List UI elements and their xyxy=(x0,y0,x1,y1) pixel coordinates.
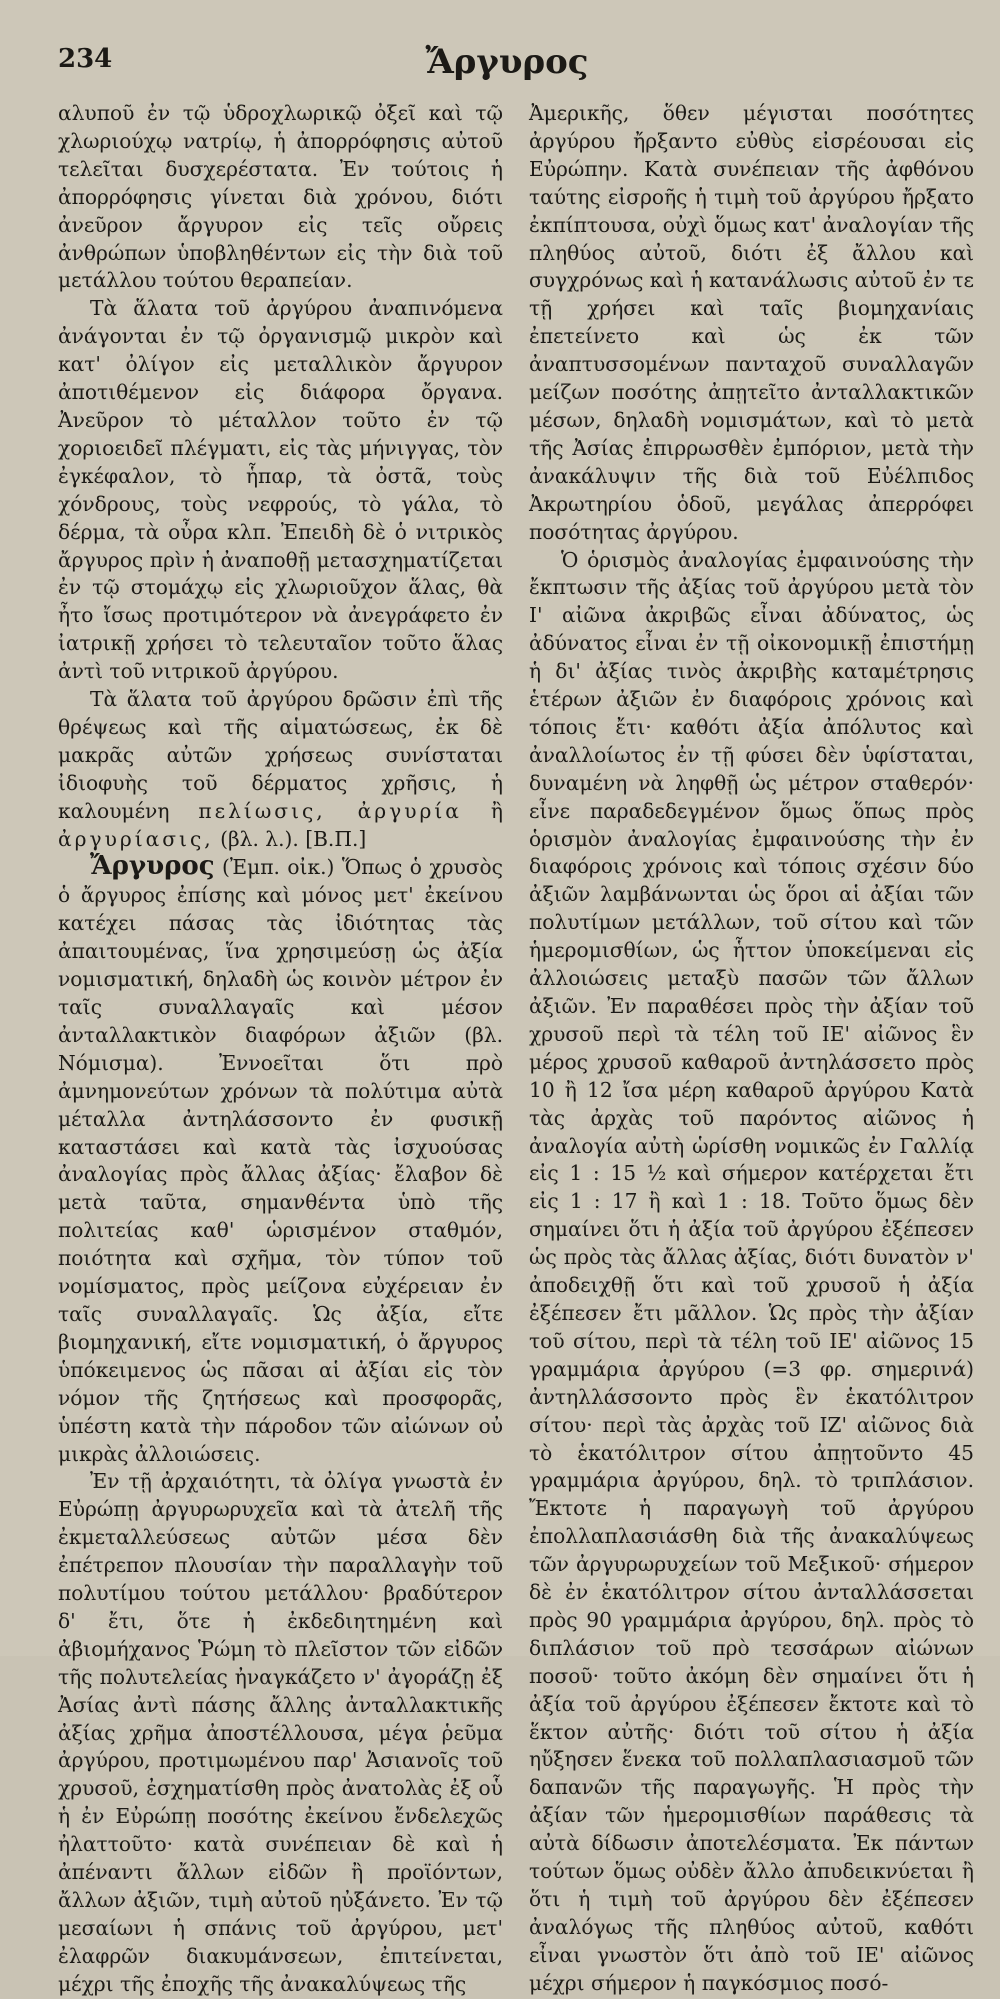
text-columns xyxy=(58,100,974,1996)
page-number: 234 xyxy=(58,44,113,74)
left-paragraph-4: Ὅπως ὁ χρυσὸς ὁ ἄργυρος ἐπίσης καὶ μόνος μετ' ἐκείνου κατέχει πάσας τὰς ἰδιότητας τὰς ἀπαιτουμένας, ἵνα χρησιμεύσῃ ὡς ἀξία νομισματική, δηλαδὴ ὡς κοινὸν μέτρον ἐν ταῖς συναλλαγαῖς καὶ μέσον ἀνταλλακτικὸν διαφόρων ἀξιῶν (βλ. Νόμισμα). Ἐννοεῖται ὅτι πρὸ ἀμνημονεύτων χρόνων τὰ πολύτιμα αὐτὰ μέταλλα ἀντηλάσσοντο ἐν φυσικῇ καταστάσει καὶ κατὰ τὰς ἰσχυούσας ἀναλογίας πρὸς ἄλλας ἀξίας· ἔλαβον δὲ μετὰ ταῦτα, σημανθέντα ὑπὸ τῆς πολιτείας καθ' ὡρισμένον σταθμόν, ποιότητα καὶ σχῆμα, τὸν τύπον τοῦ νομίσματος, πρὸς μείζονα εὐχέρειαν ἐν ταῖς συναλλαγαῖς. Ὡς ἀξία, εἴτε βιομηχανική, εἴτε νομισματική, ὁ ἄργυρος ὑπόκειμενος ὡς πᾶσαι αἱ ἀξίαι εἰς τὸν νόμον τῆς ζητήσεως καὶ προσφορᾶς, ὑπέστη κατὰ τὴν πάροδον τῶν αἰώνων οὐ μικρὰς ἀλλοιώσεις. xyxy=(58,855,503,1466)
entry-argyros xyxy=(58,853,503,1468)
page-header xyxy=(48,44,966,94)
term-argyriasis: ἀργυρίασις, xyxy=(58,826,214,851)
right-column xyxy=(529,100,974,1995)
right-paragraph-1: Ἀμερικῆς, ὅθεν μέγισται ποσότητες ἀργύρου ἤρξαντο εὐθὺς εἰσρέουσαι εἰς Εὐρώπην. Κατὰ συνέπειαν τῆς ἀφθόνου ταύτης εἰσροῆς ἡ τιμὴ τοῦ ἀργύρου ἤρξατο ἐκπίπτουσα, οὐχὶ ὅμως κατ' ἀναλογίαν τῆς πληθύος αὐτοῦ, διότι ἐξ ἄλλου καὶ συγχρόνως καὶ ἡ κατανάλωσις αὐτοῦ ἐν τε τῇ χρήσει καὶ ταῖς βιομηχανίαις ἐπετείνετο καὶ ὡς ἐκ τῶν ἀναπτυσσομένων πανταχοῦ συναλλαγῶν μείζων ποσότης ἀπῃτεῖτο ἀνταλλακτικῶν μέσων, δηλαδὴ νομισμάτων, καὶ τὸ μετὰ τῆς Ἀσίας ἐπιρρωσθὲν ἐμπόριον, μετὰ τὴν ἀνακάλυψιν τῆς διὰ τοῦ Εὐέλπιδος Ἀκρωτηρίου ὁδοῦ, μεγάλας ἀπερρόφει ποσότητας ἀργύρου. xyxy=(529,101,974,544)
left-paragraph-5: Ἐν τῇ ἀρχαιότητι, τὰ ὀλίγα γνωστὰ ἐν Εὐρώπῃ ἀργυρωρυχεῖα καὶ τὰ ἀτελῆ τῆς ἐκμεταλλεύσεως αὐτῶν μέσα δὲν ἐπέτρεπον πλουσίαν τὴν παραλλαγὴν τοῦ πολυτίμου τούτου μετάλλου· βραδύτερον δ' ἔτι, ὅτε ἡ ἐκδεδιητημένη καὶ ἀβιομήχανος Ῥώμη τὸ πλεῖστον τῶν εἰδῶν τῆς πολυτελείας ἠναγκάζετο ν' ἀγοράζῃ ἐξ Ἀσίας ἀντὶ πάσης ἄλλης ἀνταλλακτικῆς ἀξίας χρῆμα ἀποστέλλουσα, μέγα ῥεῦμα ἀργύρου, προτιμωμένου παρ' Ἀσιανοῖς τοῦ χρυσοῦ, ἐσχηματίσθη πρὸς ἀνατολὰς ἐξ οὗ ἡ ἐν Εὐρώπῃ ποσότης ἐκείνου ἔνδελεχῶς ἠλαττοῦτο· κατὰ συνέπειαν δὲ καὶ ἡ ἀπέναντι ἄλλων εἰδῶν ἢ προϊόντων, ἄλλων ἀξιῶν, τιμὴ αὐτοῦ ηὐξάνετο. Ἐν τῷ μεσαίωνι ἡ σπάνις τοῦ ἀργύρου, μετ' ἐλαφρῶν διακυμάνσεων, ἐπιτείνεται, μέχρι τῆς ἐποχῆς τῆς ἀνακαλύψεως τῆς xyxy=(58,1469,503,1996)
left-paragraph-1: αλυποῦ ἐν τῷ ὑδροχλωρικῷ ὀξεῖ καὶ τῷ χλωριούχῳ νατρίῳ, ἡ ἀπορρόφησις αὐτοῦ τελεῖται δυσχερέστατα. Ἐν τούτοις ἡ ἀπορρόφησις γίνεται διὰ χρόνου, διότι ἀνεῦρον ἄργυρον εἰς τεῖς οὔρεις ἀνθρώπων ὑποβληθέντων εἰς τὴν διὰ τοῦ μετάλλου τούτου θεραπείαν. xyxy=(58,101,503,293)
paragraph-3-text-b: ἢ xyxy=(490,798,503,823)
entry-reference: (Ἐμπ. οἰκ.) xyxy=(222,855,335,880)
paragraph-3-text-c: (βλ. λ.). [Β.Π.] xyxy=(220,826,367,851)
left-paragraph-3 xyxy=(58,686,503,853)
left-paragraph-2: Τὰ ἅλατα τοῦ ἀργύρου ἀναπινόμενα ἀνάγονται ἐν τῷ ὀργανισμῷ μικρὸν καὶ κατ' ὀλίγον εἰς μεταλλικὸν ἄργυρον ἀποτιθέμενον εἰς διάφορα ὄργανα. Ἀνεῦρον τὸ μέταλλον τοῦτο ἐν τῷ χοριοειδεῖ πλέγματι, εἰς τὰς μήνιγγας, τὸν ἐγκέφαλον, τὸ ἧπαρ, τὰ ὀστᾶ, τοὺς χόνδρους, τοὺς νεφρούς, τὸ γάλα, τὸ δέρμα, τὰ οὖρα κλπ. Ἐπειδὴ δὲ ὁ νιτρικὸς ἄργυρος πρὶν ἡ ἀναποθῇ μετασχηματίζεται ἐν τῷ στομάχῳ εἰς χλωριοῦχον ἅλας, θὰ ἦτο ἴσως προτιμότερον νὰ ἀνεγράφετο ἐν ἰατρικῇ χρήσει τὸ τελευταῖον τοῦτο ἅλας ἀντὶ τοῦ νιτρικοῦ ἀργύρου. xyxy=(58,296,503,684)
paragraph-3-text-a: Τὰ ἅλατα τοῦ ἀργύρου δρῶσιν ἐπὶ τῆς θρέψεως καὶ τῆς αἱματώσεως, ἐκ δὲ μακρᾶς αὐτῶν χρήσεως συνίσταται ἰδιοφυὴς τοῦ δέρματος χρῆσις, ἡ καλουμένη xyxy=(58,687,503,823)
right-paragraph-2: Ὁ ὁρισμὸς ἀναλογίας ἐμφαινούσης τὴν ἔκπτωσιν τῆς ἀξίας τοῦ ἀργύρου μετὰ τὸν Ι' αἰῶνα ἀκριβῶς εἶναι ἀδύνατος, ὡς ἀδύνατος εἶναι ἐν τῇ οἰκονομικῇ ἐπιστήμῃ ἡ δι' ἀξίας τινὸς ἀκριβὴς καταμέτρησις ἑτέρων ἀξιῶν ἐν διαφόροις χρόνοις καὶ τόποις ἔτι· καθότι ἀξία ἀπόλυτος καὶ ἀναλλοίωτος ἐν τῇ φύσει δὲν ὑφίσταται, δυναμένη νὰ ληφθῇ ὡς μέτρον σταθερόν· εἶνε παραδεδεγμένον ὅμως ὅπως πρὸς ὁρισμὸν ἀναλογίας ἐμφαινούσης τὴν ἐν διαφόροις χρόνοις καὶ τόποις σχέσιν δύο ἀξιῶν λαμβάνωνται ὡς ὅροι αἱ ἀξίαι τῶν πολυτίμων μετάλλων, τοῦ σίτου καὶ τῶν ἡμερομισθίων, ὡς ἧττον ὑποκείμεναι εἰς ἀλλοιώσεις μεταξὺ πασῶν τῶν ἄλλων ἀξιῶν. Ἐν παραθέσει πρὸς τὴν ἀξίαν τοῦ χρυσοῦ περὶ τὰ τέλη τοῦ ΙΕ' αἰῶνος ἓν μέρος χρυσοῦ καθαροῦ ἀντηλάσσετο πρὸς 10 ἢ 12 ἴσα μέρη καθαροῦ ἀργύρου Κατὰ τὰς ἀρχὰς τοῦ παρόντος αἰῶνος ἡ ἀναλογία αὐτὴ ὡρίσθη νομικῶς ἐν Γαλλίᾳ εἰς 1 : 15 ½ καὶ σήμερον κατέρχεται ἔτι εἰς 1 : 17 ἢ καὶ 1 : 18. Τοῦτο ὅμως δὲν σημαίνει ὅτι ἡ ἀξία τοῦ ἀργύρου ἐξέπεσεν ὡς πρὸς τὰς ἄλλας ἀξίας, διότι δυνατὸν ν' ἀποδειχθῇ ὅτι καὶ τοῦ χρυσοῦ ἡ ἀξία ἐξέπεσεν ἔτι μᾶλλον. Ὡς πρὸς τὴν ἀξίαν τοῦ σίτου, περὶ τὰ τέλη τοῦ ΙΕ' αἰῶνος 15 γραμμάρια ἀργύρου (=3 φρ. σημερινά) ἀντηλλάσσοντο πρὸς ἓν ἑκατόλιτρον σίτου· περὶ τὰς ἀρχὰς τοῦ ΙΖ' αἰῶνος διὰ τὸ ἑκατόλιτρον σίτου ἀπῃτοῦντο 45 γραμμάρια ἀργύρου, δηλ. τὸ τριπλάσιον. Ἔκτοτε ἡ παραγωγὴ τοῦ ἀργύρου ἐπολλαπλασιάσθη διὰ τῆς ἀνακαλύψεως τῶν ἀργυρωρυχείων τοῦ Μεξικοῦ· σήμερον δὲ ἐν ἑκατόλιτρον σίτου ἀνταλλάσσεται πρὸς 90 γραμμάρια ἀργύρου, δηλ. πρὸς τὸ διπλάσιον τοῦ πρὸ τεσσάρων αἰώνων ποσοῦ· τοῦτο ἀκόμη δὲν σημαίνει ὅτι ἡ ἀξία τοῦ ἀργύρου ἐξέπεσεν ἔκτοτε καὶ τὸ ἕκτον αὐτῆς· διότι τοῦ σίτου ἡ ἀξία ηὔξησεν ἕνεκα τοῦ πολλαπλασιασμοῦ τῶν δαπανῶν τῆς παραγωγῆς. Ἡ πρὸς τὴν ἀξίαν τῶν ἡμερομισθίων παράθεσις τὰ αὐτὰ δίδωσιν ἀποτελέσματα. Ἐκ πάντων τούτων ὅμως οὐδὲν ἄλλο ἀπυδεικνύεται ἢ ὅτι ἡ τιμὴ τοῦ ἀργύρου δὲν ἐξέπεσεν ἀναλόγως τῆς πληθύος αὐτοῦ, καθότι εἶναι γνωστὸν ὅτι ἀπὸ τοῦ ΙΕ' αἰῶνος μέχρι σήμερον ἡ παγκόσμιος ποσό- xyxy=(529,547,974,1995)
entry-headword: Ἄργυρος xyxy=(90,851,215,882)
left-column xyxy=(58,100,503,1996)
term-peliosis-argyria: πελίωσις, ἀργυρία xyxy=(198,798,462,823)
running-head: Ἄργυρος xyxy=(425,42,589,82)
